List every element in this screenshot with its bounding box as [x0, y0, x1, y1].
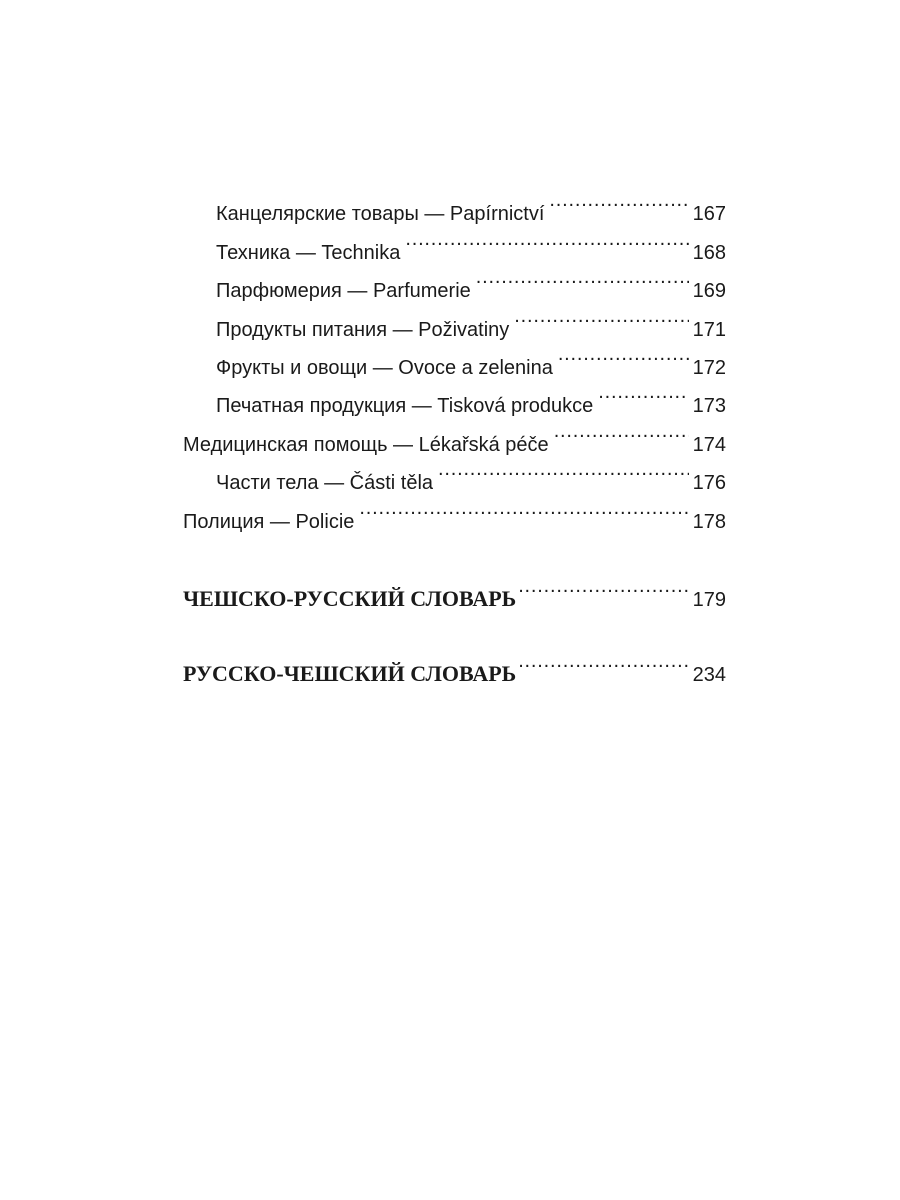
- dot-leader: [359, 489, 688, 527]
- toc-entry-title: Полиция — Policie: [183, 510, 355, 533]
- toc-entry-title: Медицинская помощь — Lékařská péče: [183, 433, 549, 456]
- toc-entry-russian-czech-dictionary[interactable]: [183, 641, 726, 686]
- table-of-contents: [183, 182, 726, 686]
- toc-entry-page: 176: [692, 472, 726, 495]
- toc-entry-title: Парфюмерия — Parfumerie: [216, 280, 471, 303]
- toc-entry-title: Канцелярские товары — Papírnictví: [216, 203, 545, 226]
- toc-section-title: РУССКО-ЧЕШСКИЙ СЛОВАРЬ: [183, 660, 517, 686]
- dot-leader: [438, 451, 689, 489]
- dot-leader: [549, 182, 688, 220]
- toc-entry-page: 169: [692, 280, 726, 303]
- toc-entry-page: 171: [692, 318, 726, 341]
- toc-entry-title: Продукты питания — Poživatiny: [216, 318, 510, 341]
- dot-leader: [514, 297, 688, 335]
- toc-entry-title: Печатная продукция — Tisková produkce: [216, 395, 594, 418]
- toc-entry-czech-russian-dictionary[interactable]: [183, 566, 726, 611]
- toc-entry-page: 167: [692, 203, 726, 226]
- toc-entry-page: 168: [692, 241, 726, 264]
- dot-leader: [518, 566, 688, 606]
- toc-entry-title: Части тела — Části těla: [216, 472, 434, 495]
- toc-entry-page: 178: [692, 510, 726, 533]
- dot-leader: [405, 220, 688, 258]
- toc-entry-page: 172: [692, 356, 726, 379]
- toc-entry-stationery[interactable]: [183, 182, 726, 226]
- dot-leader: [518, 641, 688, 681]
- toc-section-title: ЧЕШСКО-РУССКИЙ СЛОВАРЬ: [183, 585, 517, 611]
- toc-entry-title: Техника — Technika: [216, 241, 401, 264]
- toc-entry-page: 179: [692, 588, 726, 611]
- dot-leader: [554, 412, 689, 450]
- dot-leader: [476, 259, 689, 297]
- dot-leader: [558, 336, 689, 374]
- toc-entry-page: 173: [692, 395, 726, 418]
- dot-leader: [598, 374, 688, 412]
- toc-entry-title: Фрукты и овощи — Ovoce a zelenina: [216, 356, 553, 379]
- toc-entry-page: 234: [692, 663, 726, 686]
- toc-entry-page: 174: [692, 433, 726, 456]
